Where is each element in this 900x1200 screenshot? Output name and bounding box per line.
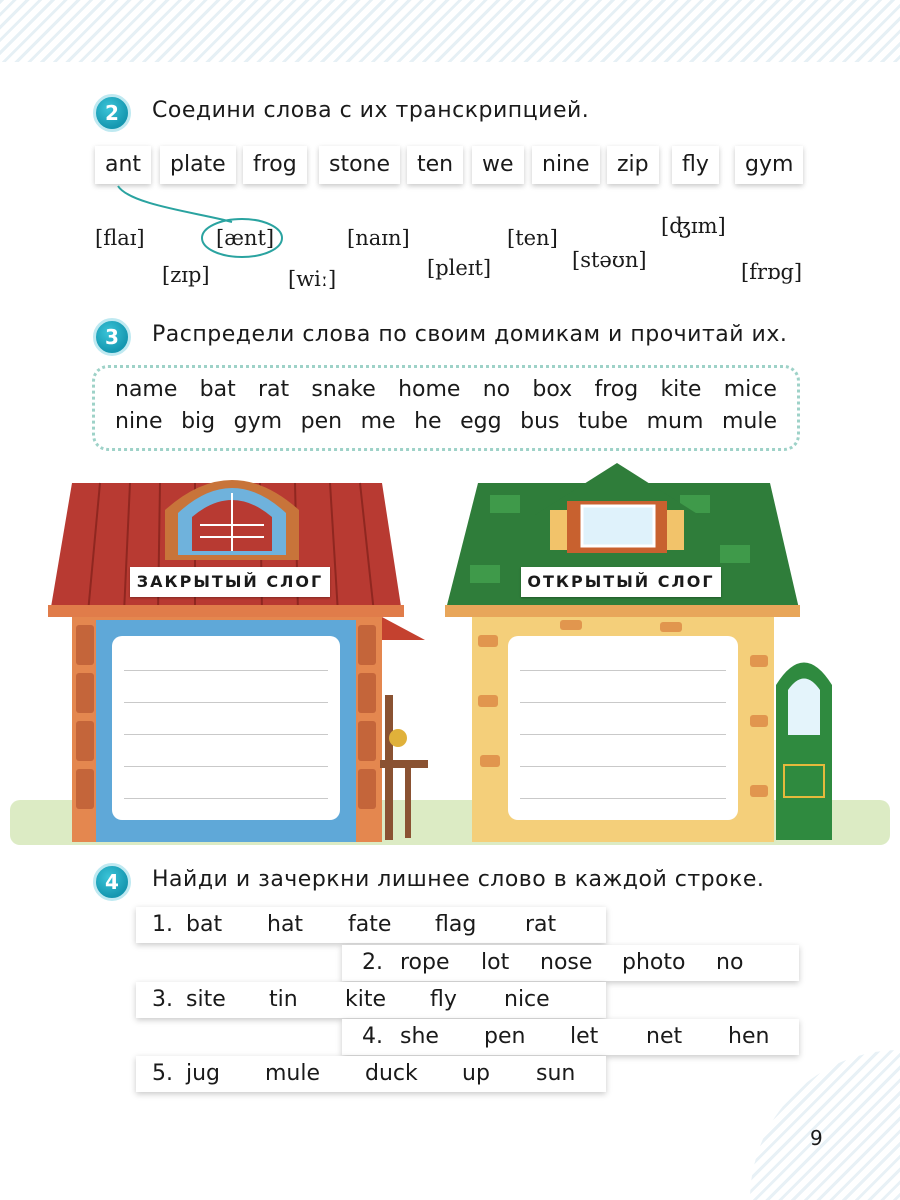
- row-word[interactable]: photo: [622, 950, 686, 975]
- row-word[interactable]: hat: [267, 912, 304, 937]
- word-chip[interactable]: fly: [672, 146, 719, 184]
- word[interactable]: gym: [233, 409, 283, 434]
- row-word[interactable]: net: [646, 1024, 683, 1049]
- word[interactable]: bat: [199, 377, 236, 402]
- exercise-row-3: [136, 982, 606, 1018]
- word-chip[interactable]: ten: [407, 146, 463, 184]
- task-4-badge: 4: [93, 863, 131, 901]
- open-syllable-writing-area[interactable]: [508, 636, 738, 820]
- transcription[interactable]: [naɪn]: [347, 226, 410, 250]
- row-number: 1.: [152, 912, 173, 937]
- word[interactable]: bus: [520, 409, 560, 434]
- transcription[interactable]: [ʤɪm]: [661, 214, 726, 238]
- writing-line: [520, 702, 726, 703]
- row-word[interactable]: kite: [345, 987, 387, 1012]
- closed-syllable-plaque: ЗАКРЫТЫЙ СЛОГ: [130, 567, 330, 597]
- row-word[interactable]: nose: [540, 950, 593, 975]
- row-number: 2.: [362, 950, 383, 975]
- row-word[interactable]: hen: [728, 1024, 770, 1049]
- row-word[interactable]: bat: [186, 912, 223, 937]
- word[interactable]: pen: [300, 409, 343, 434]
- transcription[interactable]: [ten]: [507, 226, 558, 250]
- writing-line: [520, 766, 726, 767]
- corner-decor: [750, 1050, 900, 1200]
- writing-line: [520, 734, 726, 735]
- transcription[interactable]: [zɪp]: [162, 263, 210, 287]
- word-chip[interactable]: gym: [735, 146, 803, 184]
- transcription[interactable]: [stəʊn]: [572, 248, 647, 272]
- row-word[interactable]: mule: [265, 1061, 321, 1086]
- transcription[interactable]: [wiː]: [288, 267, 337, 291]
- row-word[interactable]: nice: [504, 987, 550, 1012]
- task-3-badge: 3: [93, 318, 131, 356]
- word-bank: [92, 365, 800, 451]
- row-word[interactable]: duck: [365, 1061, 418, 1086]
- task-4-instruction: Найди и зачеркни лишнее слово в каждой строке.: [152, 867, 765, 892]
- transcription[interactable]: [ænt]: [216, 226, 275, 250]
- word[interactable]: frog: [594, 377, 639, 402]
- writing-line: [124, 766, 328, 767]
- row-word[interactable]: she: [400, 1024, 439, 1049]
- word[interactable]: he: [414, 409, 442, 434]
- transcription[interactable]: [pleɪt]: [427, 256, 492, 280]
- connector-line: [0, 0, 900, 300]
- word[interactable]: tube: [578, 409, 629, 434]
- row-word[interactable]: site: [186, 987, 226, 1012]
- row-word[interactable]: tin: [269, 987, 298, 1012]
- row-word[interactable]: rat: [525, 912, 557, 937]
- row-word[interactable]: fate: [348, 912, 392, 937]
- row-word[interactable]: up: [462, 1061, 490, 1086]
- row-word[interactable]: pen: [484, 1024, 526, 1049]
- word[interactable]: mule: [721, 409, 777, 434]
- task-3-instruction: Распредели слова по своим домикам и прочитай их.: [152, 322, 788, 347]
- row-word[interactable]: let: [570, 1024, 599, 1049]
- writing-line: [124, 670, 328, 671]
- word-chip[interactable]: zip: [607, 146, 659, 184]
- row-number: 4.: [362, 1024, 383, 1049]
- word-chip[interactable]: plate: [160, 146, 236, 184]
- word-bank-line-2: [115, 409, 777, 434]
- word[interactable]: big: [181, 409, 216, 434]
- word-chip[interactable]: we: [472, 146, 524, 184]
- writing-line: [520, 670, 726, 671]
- word[interactable]: rat: [258, 377, 290, 402]
- open-syllable-plaque: ОТКРЫТЫЙ СЛОГ: [521, 567, 721, 597]
- word[interactable]: mice: [723, 377, 777, 402]
- task-2-badge: 2: [93, 94, 131, 132]
- word-chip[interactable]: ant: [95, 146, 151, 184]
- exercise-row-1: [136, 907, 606, 943]
- transcription[interactable]: [frɒg]: [741, 260, 803, 284]
- exercise-row-2: [342, 945, 799, 981]
- row-word[interactable]: no: [716, 950, 744, 975]
- word[interactable]: no: [482, 377, 511, 402]
- word[interactable]: home: [398, 377, 461, 402]
- word-chip[interactable]: stone: [319, 146, 400, 184]
- writing-line: [124, 798, 328, 799]
- closed-syllable-writing-area[interactable]: [112, 636, 340, 820]
- word[interactable]: me: [360, 409, 396, 434]
- row-word[interactable]: flag: [435, 912, 477, 937]
- word[interactable]: name: [115, 377, 178, 402]
- transcription[interactable]: [flaɪ]: [95, 226, 145, 250]
- word-chip[interactable]: frog: [243, 146, 307, 184]
- exercise-row-5: [136, 1056, 606, 1092]
- exercise-row-4: [342, 1019, 799, 1055]
- writing-line: [124, 702, 328, 703]
- word[interactable]: egg: [460, 409, 502, 434]
- row-number: 5.: [152, 1061, 173, 1086]
- word-chip[interactable]: nine: [532, 146, 600, 184]
- word[interactable]: nine: [115, 409, 163, 434]
- row-word[interactable]: fly: [430, 987, 457, 1012]
- word[interactable]: mum: [646, 409, 704, 434]
- writing-line: [520, 798, 726, 799]
- row-word[interactable]: jug: [186, 1061, 221, 1086]
- word[interactable]: kite: [660, 377, 702, 402]
- word[interactable]: box: [532, 377, 573, 402]
- word-bank-line-1: [115, 377, 777, 402]
- page-number: 9: [810, 1126, 823, 1150]
- row-word[interactable]: rope: [400, 950, 450, 975]
- word[interactable]: snake: [311, 377, 376, 402]
- row-word[interactable]: lot: [481, 950, 510, 975]
- task-2-instruction: Соедини слова с их транскрипцией.: [152, 98, 590, 123]
- writing-line: [124, 734, 328, 735]
- row-word[interactable]: sun: [536, 1061, 576, 1086]
- row-number: 3.: [152, 987, 173, 1012]
